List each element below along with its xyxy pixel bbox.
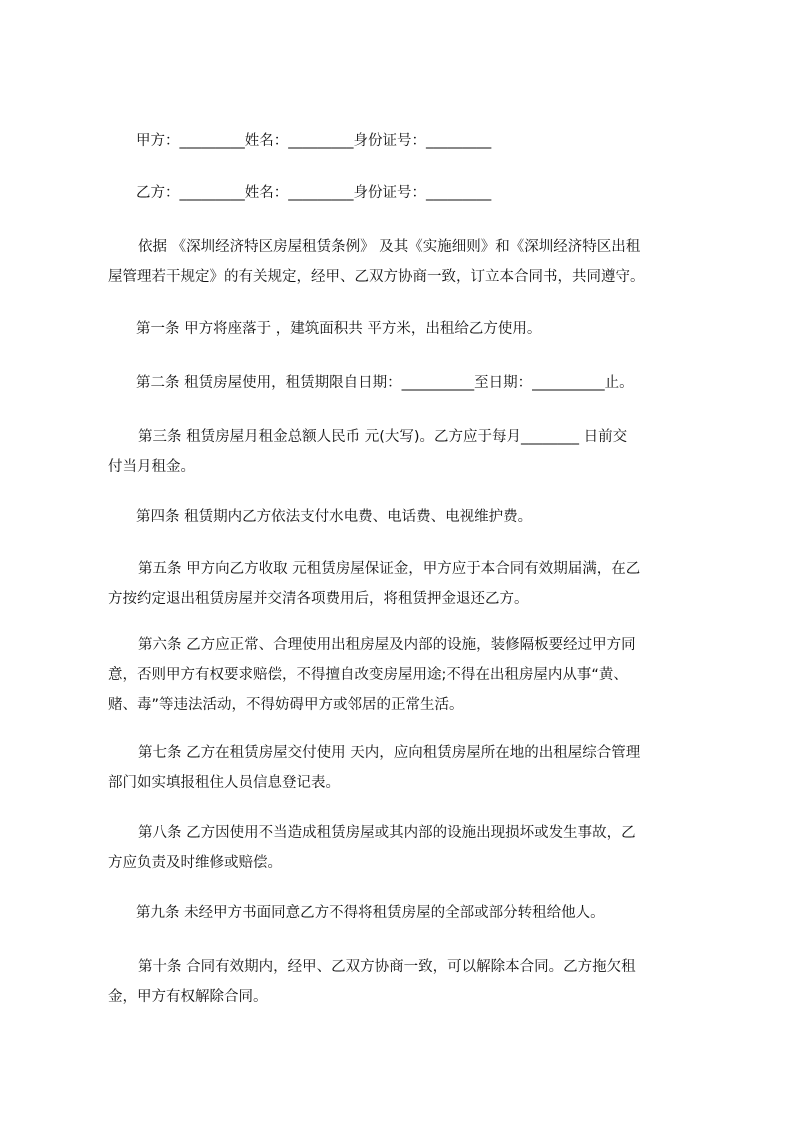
article-9-line-1: 第九条 未经甲方书面同意乙方不得将租赁房屋的全部或部分转租给他人。	[136, 905, 605, 921]
article-2-line-1: 第二条 租赁房屋使用，租赁期限自日期：__________至日期：__________止。	[136, 375, 634, 391]
article-1-line-1: 第一条 甲方将座落于 ，建筑面积共 平方米，出租给乙方使用。	[136, 321, 542, 337]
article-10-line-1: 第十条 合同有效期内，经甲、乙双方协商一致，可以解除本合同。乙方拖欠租	[138, 959, 636, 975]
article-4-line-1: 第四条 租赁期内乙方依法支付水电费、电话费、电视维护费。	[136, 509, 533, 525]
article-4	[108, 502, 700, 532]
article-7	[108, 738, 700, 798]
party-b-text: 乙方：_________姓名：_________身份证号：_________	[136, 185, 492, 201]
article-7-line-2: 部门如实填报租住人员信息登记表。	[108, 775, 340, 791]
article-3	[108, 422, 700, 482]
article-9	[108, 898, 700, 928]
article-3-line-2: 付当月租金。	[108, 459, 195, 475]
party-a-line	[108, 126, 700, 156]
article-5	[108, 554, 700, 614]
preamble-line-2: 屋管理若干规定》的有关规定，经甲、乙双方协商一致，订立本合同书，共同遵守。	[108, 269, 645, 285]
article-6-line-1: 第六条 乙方应正常、合理使用出租房屋及内部的设施，装修隔板要经过甲方同	[138, 637, 636, 653]
preamble-line-1: 依据 《深圳经济特区房屋租赁条例》 及其《实施细则》和《深圳经济特区出租	[138, 239, 641, 255]
party-a-text: 甲方：_________姓名：_________身份证号：_________	[136, 133, 492, 149]
article-10-line-2: 金，甲方有权解除合同。	[108, 989, 268, 1005]
article-6-line-2: 意，否则甲方有权要求赔偿，不得擅自改变房屋用途;不得在出租房屋内从事“黄、	[108, 667, 628, 683]
article-1	[108, 314, 700, 344]
article-10	[108, 952, 700, 1012]
article-8	[108, 818, 700, 878]
article-6-line-3: 赌、毒”等违法活动，不得妨碍甲方或邻居的正常生活。	[108, 697, 464, 713]
article-8-line-1: 第八条 乙方因使用不当造成租赁房屋或其内部的设施出现损坏或发生事故，乙	[138, 825, 636, 841]
party-b-line	[108, 178, 700, 208]
article-2	[108, 368, 700, 398]
article-5-line-1: 第五条 甲方向乙方收取 元租赁房屋保证金，甲方应于本合同有效期届满，在乙	[138, 561, 641, 577]
article-3-line-1: 第三条 租赁房屋月租金总额人民币 元(大写)。乙方应于每月________ 日前交	[138, 429, 628, 445]
preamble-paragraph	[108, 232, 700, 292]
article-6	[108, 630, 700, 720]
article-8-line-2: 方应负责及时维修或赔偿。	[108, 855, 282, 871]
article-5-line-2: 方按约定退出租赁房屋并交清各项费用后，将租赁押金退还乙方。	[108, 591, 529, 607]
article-7-line-1: 第七条 乙方在租赁房屋交付使用 天内，应向租赁房屋所在地的出租屋综合管理	[138, 745, 641, 761]
